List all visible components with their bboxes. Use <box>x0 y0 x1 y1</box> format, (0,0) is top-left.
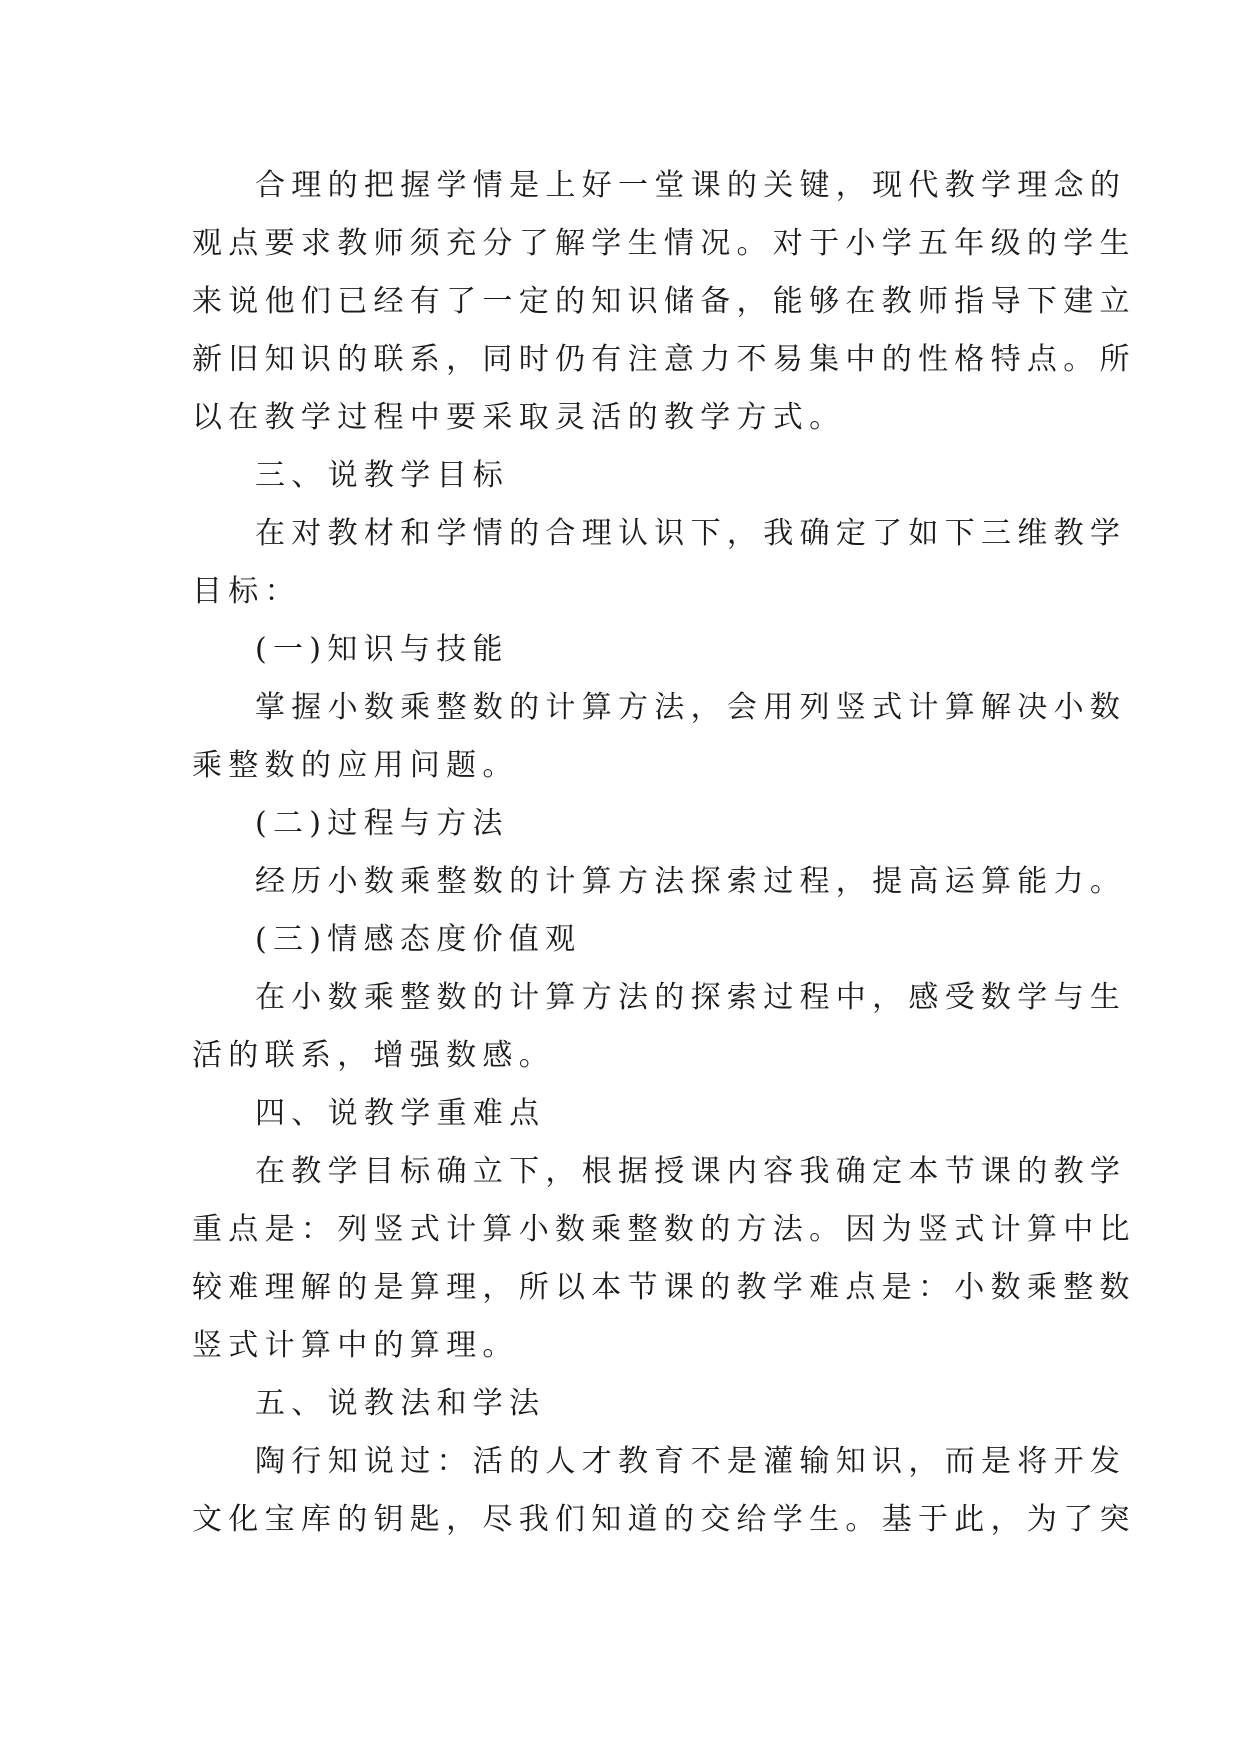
section-heading: 五、说教法和学法 <box>255 1386 546 1421</box>
section-heading: 四、说教学重难点 <box>255 1096 546 1131</box>
text-line: 来说他们已经有了一定的知识储备，能够在教师指导下建立 <box>192 284 1136 319</box>
text-line: 重点是：列竖式计算小数乘整数的方法。因为竖式计算中比 <box>192 1212 1136 1247</box>
subsection-heading: (三)情感态度价值观 <box>255 922 582 957</box>
text-line: 目标： <box>192 574 301 609</box>
text-line: 活的联系，增强数感。 <box>192 1038 555 1073</box>
text-line: 在对教材和学情的合理认识下，我确定了如下三维教学 <box>255 516 1127 551</box>
text-line: 在教学目标确立下，根据授课内容我确定本节课的教学 <box>255 1154 1127 1189</box>
text-line: 合理的把握学情是上好一堂课的关键，现代教学理念的 <box>255 168 1127 203</box>
text-line: 以在教学过程中要采取灵活的教学方式。 <box>192 400 846 435</box>
subsection-heading: (一)知识与技能 <box>255 632 509 667</box>
text-line: 在小数乘整数的计算方法的探索过程中，感受数学与生 <box>255 980 1127 1015</box>
subsection-heading: (二)过程与方法 <box>255 806 509 841</box>
text-line: 掌握小数乘整数的计算方法，会用列竖式计算解决小数 <box>255 690 1127 725</box>
text-line: 观点要求教师须充分了解学生情况。对于小学五年级的学生 <box>192 226 1136 261</box>
text-line: 经历小数乘整数的计算方法探索过程，提高运算能力。 <box>255 864 1127 899</box>
text-line: 竖式计算中的算理。 <box>192 1328 519 1363</box>
text-line: 陶行知说过：活的人才教育不是灌输知识，而是将开发 <box>255 1444 1127 1479</box>
text-line: 新旧知识的联系，同时仍有注意力不易集中的性格特点。所 <box>192 342 1136 377</box>
text-line: 较难理解的是算理，所以本节课的教学难点是：小数乘整数 <box>192 1270 1136 1305</box>
section-heading: 三、说教学目标 <box>255 458 510 493</box>
text-line: 乘整数的应用问题。 <box>192 748 519 783</box>
text-line: 文化宝库的钥匙，尽我们知道的交给学生。基于此，为了突 <box>192 1502 1136 1537</box>
